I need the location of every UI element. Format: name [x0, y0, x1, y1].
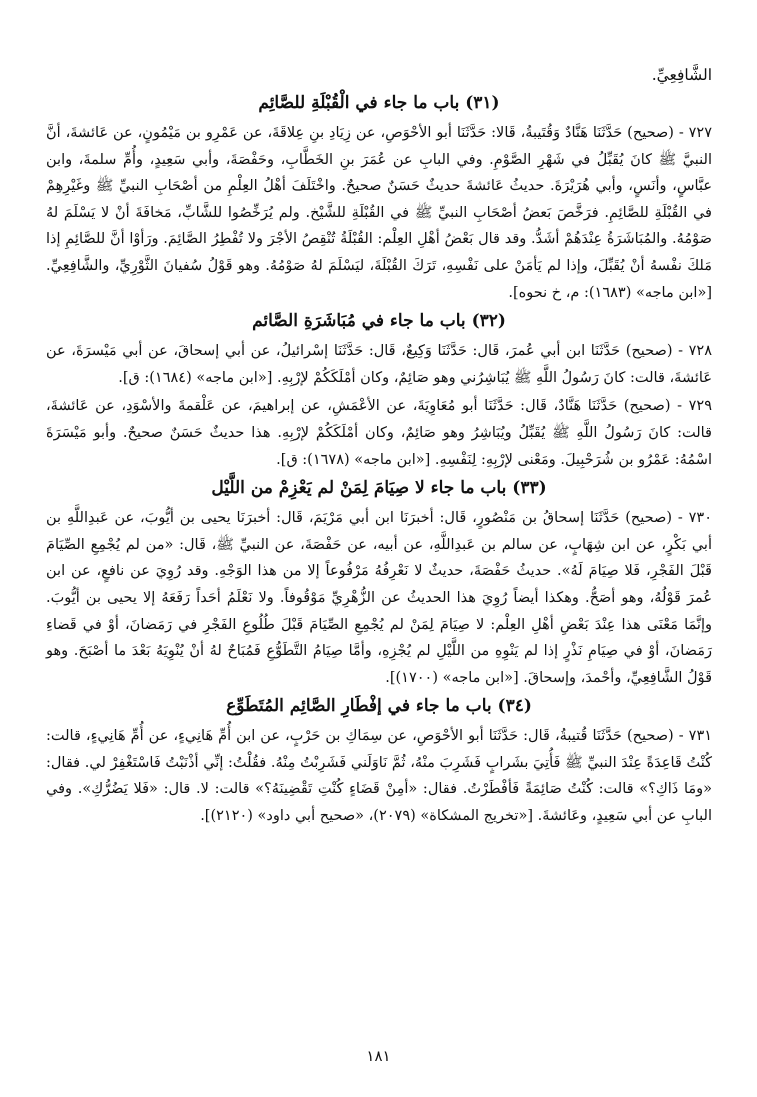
hadith-text: حَدَّثَنَا هَنَّادٌ، قَال: حَدَّثَنَا أبو مُعَاوِيَةَ، عن الأعْمَشِ، عن إبراهيمَ، عن عَلْقمةَ والأسْوَدِ، عن عَائشةَ، قالت: كانَ رَسُولُ اللَّهِ ﷺ يُقَبِّلُ ويُبَاشِرُ وهو صَائِمٌ، وكان أمْلَكَكُمْ لإرْبِهِ. هذا حديثٌ حَسَنٌ صحيحٌ. وأبو مَيْسَرَةَ اسْمُهُ: عَمْرُو بن شُرَحْبِيلَ. ومَعْنى لإرْبِهِ: لِنَفْسِهِ. [«ابن ماجه» (١٦٧٨): ق].	[46, 398, 712, 468]
page-body	[46, 62, 712, 832]
hadith-number: ٧٢٨ - (صحيح)	[625, 343, 713, 360]
hadith-text: حَدَّثَنَا هَنَّادٌ وَقُتَيبةُ، قَالا: حَدَّثَنَا أبو الأحْوَصِ، عن زِيَادِ بنِ عِلاقَةَ، عن عَمْرِو بن مَيْمُونٍ، عن عَائشةَ، أنَّ النبيَّ ﷺ كانَ يُقَبِّلُ في شَهْرِ الصَّوْمِ. وفي البابِ عن عُمَرَ بنِ الخَطَّابِ، وحَفْصَةَ، وأبي سَعِيدٍ، وأُمِّ سلمةَ، وابن عبَّاسٍ، وأنَسٍ، وأبي هُرَيْرَةَ. حديثُ عَائشةَ حديثٌ حَسَنٌ صحيحٌ. واخْتَلَفَ أهْلُ العِلْمِ من أصْحَابِ النبيِّ ﷺ وغَيْرِهِمْ في القُبْلَةِ للصَّائِمِ. فرَخَّصَ بَعضُ أصْحَابِ النبيِّ ﷺ في القُبْلَةِ للشَّيْخ. ولم يُرَخِّصُوا للشَّابِّ، مَخافَةَ أنْ لا يَسْلَمَ لهُ صَوْمُهُ. والمُبَاشَرَةُ عِنْدَهُمْ أشَدُّ. وقد قال بَعْضُ أهْلِ العِلْم: القُبْلَةُ تُنْقِصُ الأجْرَ ولا تُفْطِرُ الصَّائِمَ. ورَأوْا أنَّ للصَّائِمِ إذا مَلكَ نفْسهُ أنْ يُقَبِّلَ، وإذا لم يَأمَنْ على نَفْسِهِ، تَرَكَ القُبْلَةَ، ليَسْلَمَ لهُ صَوْمُهُ. وهو قَوْلُ سُفيانَ الثَّوْرِيِّ، والشَّافِعِيِّ. [«ابن ماجه» (١٦٨٣): م، خ نحوه].	[46, 125, 712, 301]
section-heading: (٣٤) باب ما جاء في إفْطَارِ الصَّائِم المُتَطَوِّع	[226, 696, 532, 717]
hadith-text: حَدَّثَنَا إسحاقُ بن مَنْصُورٍ، قَال: أخبرَنَا ابن أبي مَرْيَمَ، قَال: أخبرَنَا يحيى بن أيُّوبَ، عن عَبدِاللَّهِ بن أبي بَكْرٍ، عن ابن شِهَابٍ، عن سالم بن عَبدِاللَّهِ، عن أبيه، عن حَفْصَةَ، عن النبيِّ ﷺ، قَال: «من لم يُجْمِعِ الصِّيَامَ قَبْلَ الفَجْرِ، فَلا صِيَامَ لَهُ». حديثُ حَفْصَةَ، حديثٌ لا نَعْرِفُهُ مَرْفُوعاً إلا من هذا الوَجْهِ. وقد رُوِيَ عن نافعٍ، عن ابن عُمرَ قَوْلُهُ، وهو أصَحُّ. وهكذا أيضاً رُوِيَ هذا الحديثُ عن الزُّهْرِيِّ مَوْقُوفاً. ولا نَعْلَمُ أحَداً رَفَعَهُ إلا يحيى بن أيُّوبَ. وإنَّمَا مَعْنَى هذا عِنْدَ بَعْضِ أهْلِ العِلْم: لا صِيَامَ لِمَنْ لم يُجْمِعِ الصِّيَامَ قَبْلَ طُلُوعِ الفَجْرِ في رَمَضانَ، أوْ في قَضاءِ رَمَضانَ، أوْ في صِيَامِ نَذْرٍ إذا لم يَنْوِهِ من اللَّيْلِ لم يُجْزِهِ، وأمَّا صِيَامُ التَّطَوُّعِ فَمُبَاحٌ لهُ أنْ يُنْوِيَهُ بَعْدَ ما أصْبَحَ. وهو قَوْلُ الشَّافِعِيِّ، وأحْمدَ، وإسحاقَ. [«ابن ماجه» (١٧٠٠)].	[46, 510, 712, 686]
section-34	[46, 693, 712, 829]
section-heading: (٣١) باب ما جاء في الْقُبْلَةِ للصَّائِم	[258, 93, 500, 113]
hadith-number: ٧٢٩ - (صحيح)	[623, 398, 712, 415]
hadith-number: ٧٢٧ - (صحيح)	[627, 125, 713, 141]
hadith-number: ٧٣٠ - (صحيح)	[625, 510, 712, 527]
hadith-728	[46, 338, 712, 391]
hadith-number: ٧٣١ - (صحيح)	[626, 728, 713, 745]
page-number: ١٨١	[366, 1047, 391, 1065]
section-33	[46, 475, 712, 691]
hadith-text: حَدَّثَنَا قُتيبةُ، قَال: حَدَّثَنَا أبو الأحْوَصِ، عن سِمَاكِ بن حَرْبٍ، عن ابن أُمِّ هَانِيءٍ، عن أُمِّ هَانِيءٍ، قالت: كُنْتُ قَاعِدَةً عِنْدَ النبيِّ ﷺ فَأُتِيَ بشَرابٍ فَشَرِبَ منْهُ، ثُمَّ نَاوَلَني فَشَرِبْتُ مِنْهُ. فقُلْتُ: إنِّي أذْنَبْتُ فَاسْتَغْفِرْ لي. فقال: «ومَا ذَاكِ؟» قالت: كُنْتُ صَائِمَةً فَأفْطَرْتُ. فقال: «أمِنْ قَضَاءٍ كُنْتِ تَقْضِينَهُ؟» قالت: لا. قال: «فَلا يَضُرُّكِ». وفي البابِ عن أبي سَعِيدٍ، وعَائشةَ. [«تخريج المشكاة» (٢٠٧٩)، «صحيح أبي داود» (٢١٢٠)].	[46, 728, 712, 825]
section-31	[46, 90, 712, 306]
hadith-727	[46, 120, 712, 306]
hadith-730	[46, 505, 712, 691]
hadith-text: حَدَّثَنَا ابن أبي عُمرَ، قَال: حَدَّثَنَا وَكِيعٌ، قَال: حَدَّثَنَا إسْرائيلُ، عن أبي إسحاقَ، عن أبي مَيْسرَةَ، عن عَائشةَ، قالت: كانَ رَسُولُ اللَّهِ ﷺ يُبَاشِرُني وهو صَائِمٌ، وكان أمْلَكَكُمْ لإرْبِهِ. [«ابن ماجه» (١٦٨٤): ق].	[46, 343, 712, 386]
hadith-731	[46, 723, 712, 829]
hadith-729	[46, 393, 712, 473]
carryover-text: الشَّافِعِيِّ.	[651, 66, 712, 84]
section-heading: (٣٢) باب ما جاء في مُبَاشَرَةِ الصَّائم	[252, 311, 506, 332]
section-heading: (٣٣) باب ما جاء لا صِيَامَ لِمَنْ لم يَعْزِمْ من اللَّيْل	[211, 478, 547, 499]
section-32	[46, 308, 712, 473]
